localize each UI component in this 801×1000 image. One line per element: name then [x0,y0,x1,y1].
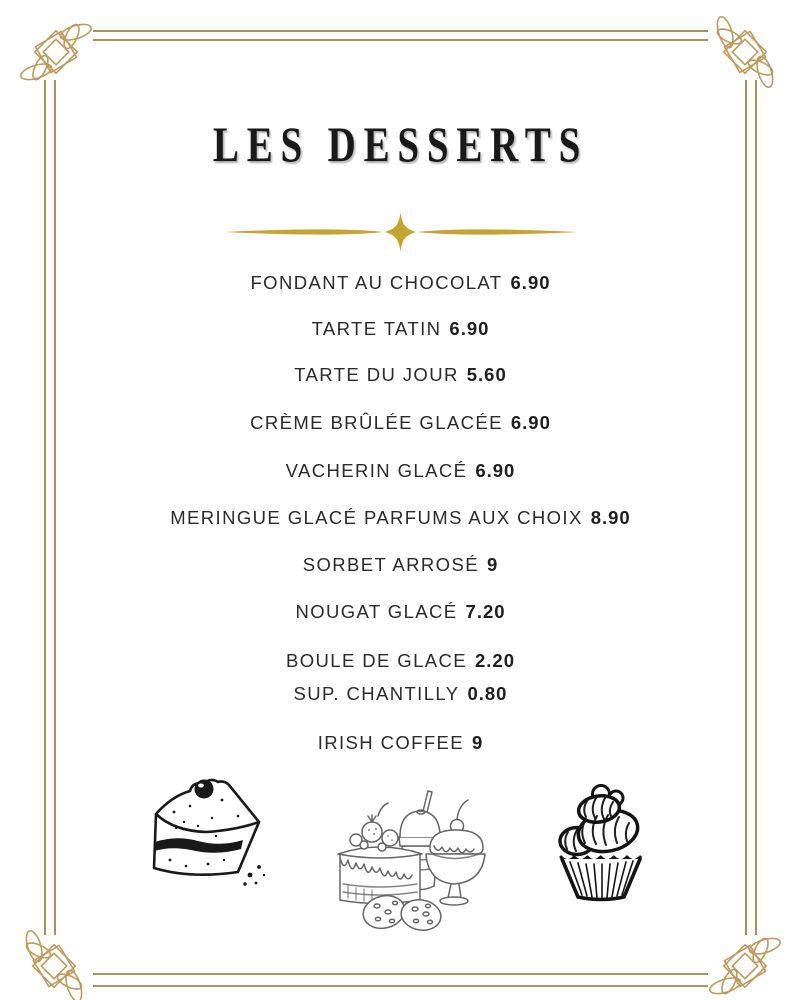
menu-item [0,647,801,675]
item-price: 6.90 [510,272,551,293]
menu-item [0,315,801,343]
menu-item [0,409,801,437]
item-name: SORBET ARROSÉ [302,554,479,575]
menu-item [0,269,801,297]
item-price: 5.60 [466,364,507,385]
item-price: 0.80 [467,683,508,704]
item-name: TARTE DU JOUR [294,364,459,385]
item-name: FONDANT AU CHOCOLAT [250,272,503,293]
menu-item [0,598,801,626]
menu-item [0,680,801,708]
item-price: 2.20 [475,650,516,671]
item-name: BOULE DE GLACE [285,650,467,671]
item-price: 6.90 [449,318,490,339]
item-price: 6.90 [475,460,516,481]
sparkle-diamond-icon [385,213,416,251]
divider-line-right [418,229,577,234]
item-price: 6.90 [510,412,551,433]
menu-item [0,361,801,389]
item-name: TARTE TATIN [311,318,442,339]
menu-item [0,551,801,579]
menu-item [0,729,801,757]
item-name: MERINGUE GLACÉ PARFUMS AUX CHOIX [170,507,583,528]
cake-slice-illustration [146,772,271,894]
item-price: 8.90 [590,507,631,528]
menu-item [0,504,801,532]
item-price: 9 [472,732,484,753]
sparkle-divider [224,210,577,254]
cupcake-illustration [541,779,663,907]
divider-line-left [224,229,383,234]
item-price: 9 [486,554,499,575]
item-name: NOUGAT GLACÉ [295,601,458,622]
item-name: CRÈME BRÛLÉE GLACÉE [250,412,503,433]
menu-item [0,457,801,485]
menu-list [0,269,801,776]
item-name: SUP. CHANTILLY [293,683,460,704]
dessert-platter-illustration [320,788,492,938]
item-name: VACHERIN GLACÉ [285,460,468,481]
page-title: LES DESSERTS [212,116,589,172]
item-name: IRISH COFFEE [317,732,464,753]
corner-ornament-top-left [11,7,101,97]
item-price: 7.20 [465,601,506,622]
